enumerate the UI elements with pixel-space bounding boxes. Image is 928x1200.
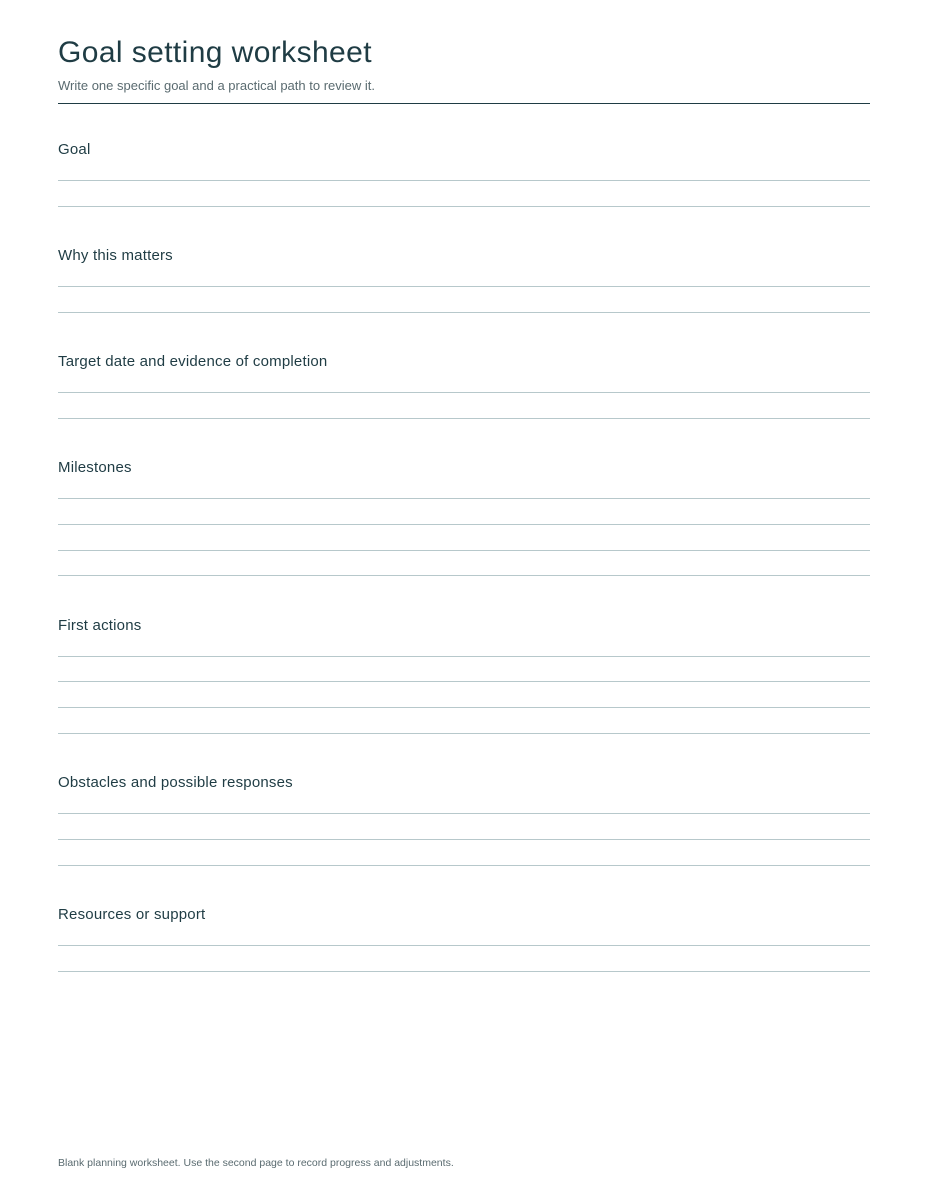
write-line[interactable] <box>58 498 870 499</box>
header-divider <box>58 103 870 104</box>
write-line[interactable] <box>58 971 870 972</box>
write-line[interactable] <box>58 206 870 207</box>
page-title: Goal setting worksheet <box>58 36 372 69</box>
page-subtitle: Write one specific goal and a practical path to review it. <box>58 78 375 93</box>
write-line[interactable] <box>58 392 870 393</box>
write-line[interactable] <box>58 707 870 708</box>
footer-note: Blank planning worksheet. Use the second page to record progress and adjustments. <box>58 1157 454 1169</box>
section-label: Why this matters <box>58 247 173 264</box>
write-line[interactable] <box>58 813 870 814</box>
write-line[interactable] <box>58 550 870 551</box>
section-label: Resources or support <box>58 906 206 923</box>
section-label: Obstacles and possible responses <box>58 774 293 791</box>
section-label: Goal <box>58 141 91 158</box>
write-line[interactable] <box>58 575 870 576</box>
section-label: Milestones <box>58 459 132 476</box>
write-line[interactable] <box>58 839 870 840</box>
write-line[interactable] <box>58 865 870 866</box>
write-line[interactable] <box>58 945 870 946</box>
write-line[interactable] <box>58 656 870 657</box>
write-line[interactable] <box>58 681 870 682</box>
write-line[interactable] <box>58 418 870 419</box>
write-line[interactable] <box>58 180 870 181</box>
section-label: First actions <box>58 617 142 634</box>
worksheet-page <box>58 0 870 1200</box>
write-line[interactable] <box>58 286 870 287</box>
write-line[interactable] <box>58 312 870 313</box>
section-label: Target date and evidence of completion <box>58 353 328 370</box>
write-line[interactable] <box>58 733 870 734</box>
write-line[interactable] <box>58 524 870 525</box>
